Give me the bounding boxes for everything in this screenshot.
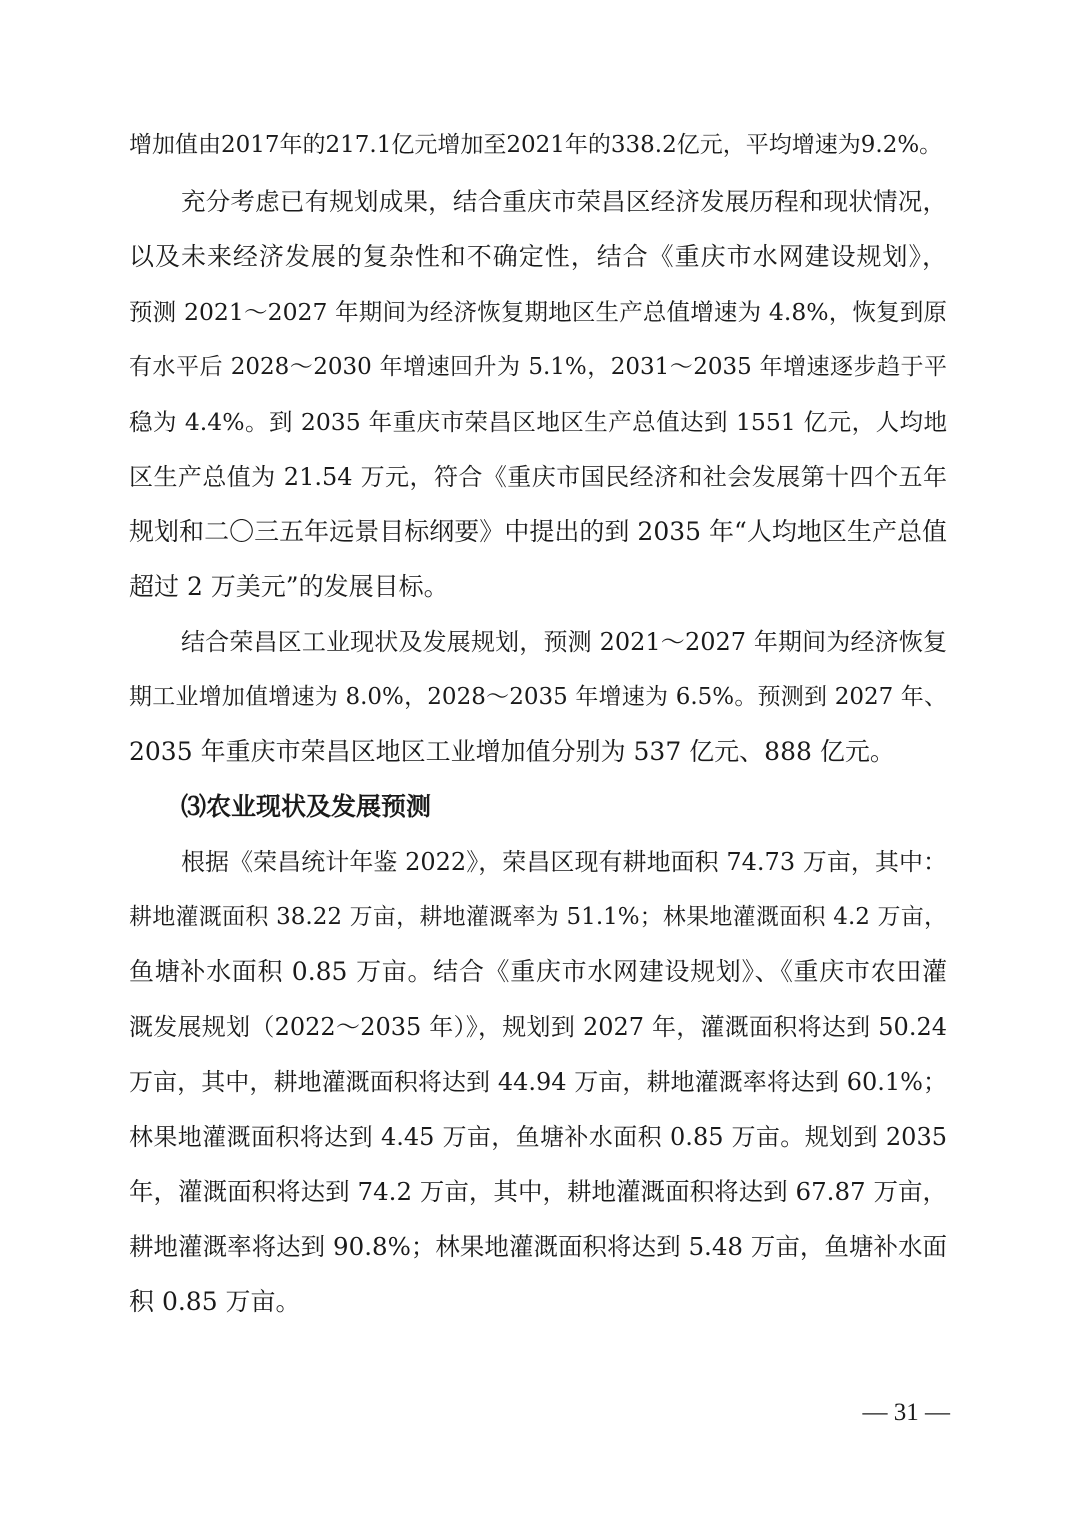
text-line: 年，灌溉面积将达到 74.2 万亩，其中，耕地灌溉面积将达到 67.87 万亩， [129, 1177, 947, 1206]
text-line: 耕地灌溉面积 38.22 万亩，耕地灌溉率为 51.1%；林果地灌溉面积 4.2 万亩， [129, 904, 947, 930]
text-line: 以及未来经济发展的复杂性和不确定性，结合《重庆市水网建设规划》， [129, 242, 947, 271]
text-line: 规划和二〇三五年远景目标纲要》中提出的到 2035 年“人均地区生产总值 [129, 517, 947, 546]
text-line: 增加值由2017年的217.1亿元增加至2021年的338.2亿元，平均增速为9.2%。 [129, 132, 943, 158]
text-line: 预测 2021～2027 年期间为经济恢复期地区生产总值增速为 4.8%，恢复到原 [129, 298, 947, 326]
section-heading: ⑶农业现状及发展预测 [181, 792, 432, 821]
text-line: 林果地灌溉面积将达到 4.45 万亩，鱼塘补水面积 0.85 万亩。规划到 2035 [129, 1123, 947, 1151]
text-line: 充分考虑已有规划成果，结合重庆市荣昌区经济发展历程和现状情况， [181, 187, 947, 216]
text-line: 超过 2 万美元”的发展目标。 [129, 572, 449, 601]
text-line: 结合荣昌区工业现状及发展规划，预测 2021～2027 年期间为经济恢复 [181, 628, 947, 656]
text-line: 有水平后 2028～2030 年增速回升为 5.1%，2031～2035 年增速逐步趋于平 [129, 354, 947, 380]
text-line: 万亩，其中，耕地灌溉面积将达到 44.94 万亩，耕地灌溉率将达到 60.1%； [129, 1068, 947, 1096]
text-line: 耕地灌溉率将达到 90.8%；林果地灌溉面积将达到 5.48 万亩，鱼塘补水面 [129, 1232, 947, 1261]
page-number: — 31 — [862, 1399, 950, 1426]
text-line: 稳为 4.4%。到 2035 年重庆市荣昌区地区生产总值达到 1551 亿元，人均地 [129, 408, 947, 436]
text-line: 鱼塘补水面积 0.85 万亩。结合《重庆市水网建设规划》、《重庆市农田灌 [129, 957, 947, 986]
text-line: 溉发展规划（2022～2035 年）》，规划到 2027 年，灌溉面积将达到 50.24 [129, 1013, 947, 1041]
text-line: 2035 年重庆市荣昌区地区工业增加值分别为 537 亿元、888 亿元。 [129, 737, 895, 766]
text-line: 区生产总值为 21.54 万元，符合《重庆市国民经济和社会发展第十四个五年 [129, 463, 947, 491]
text-line: 根据《荣昌统计年鉴 2022》，荣昌区现有耕地面积 74.73 万亩，其中： [181, 848, 947, 876]
text-line: 积 0.85 万亩。 [129, 1287, 301, 1316]
text-line: 期工业增加值增速为 8.0%，2028～2035 年增速为 6.5%。预测到 2027 年、 [129, 684, 947, 710]
